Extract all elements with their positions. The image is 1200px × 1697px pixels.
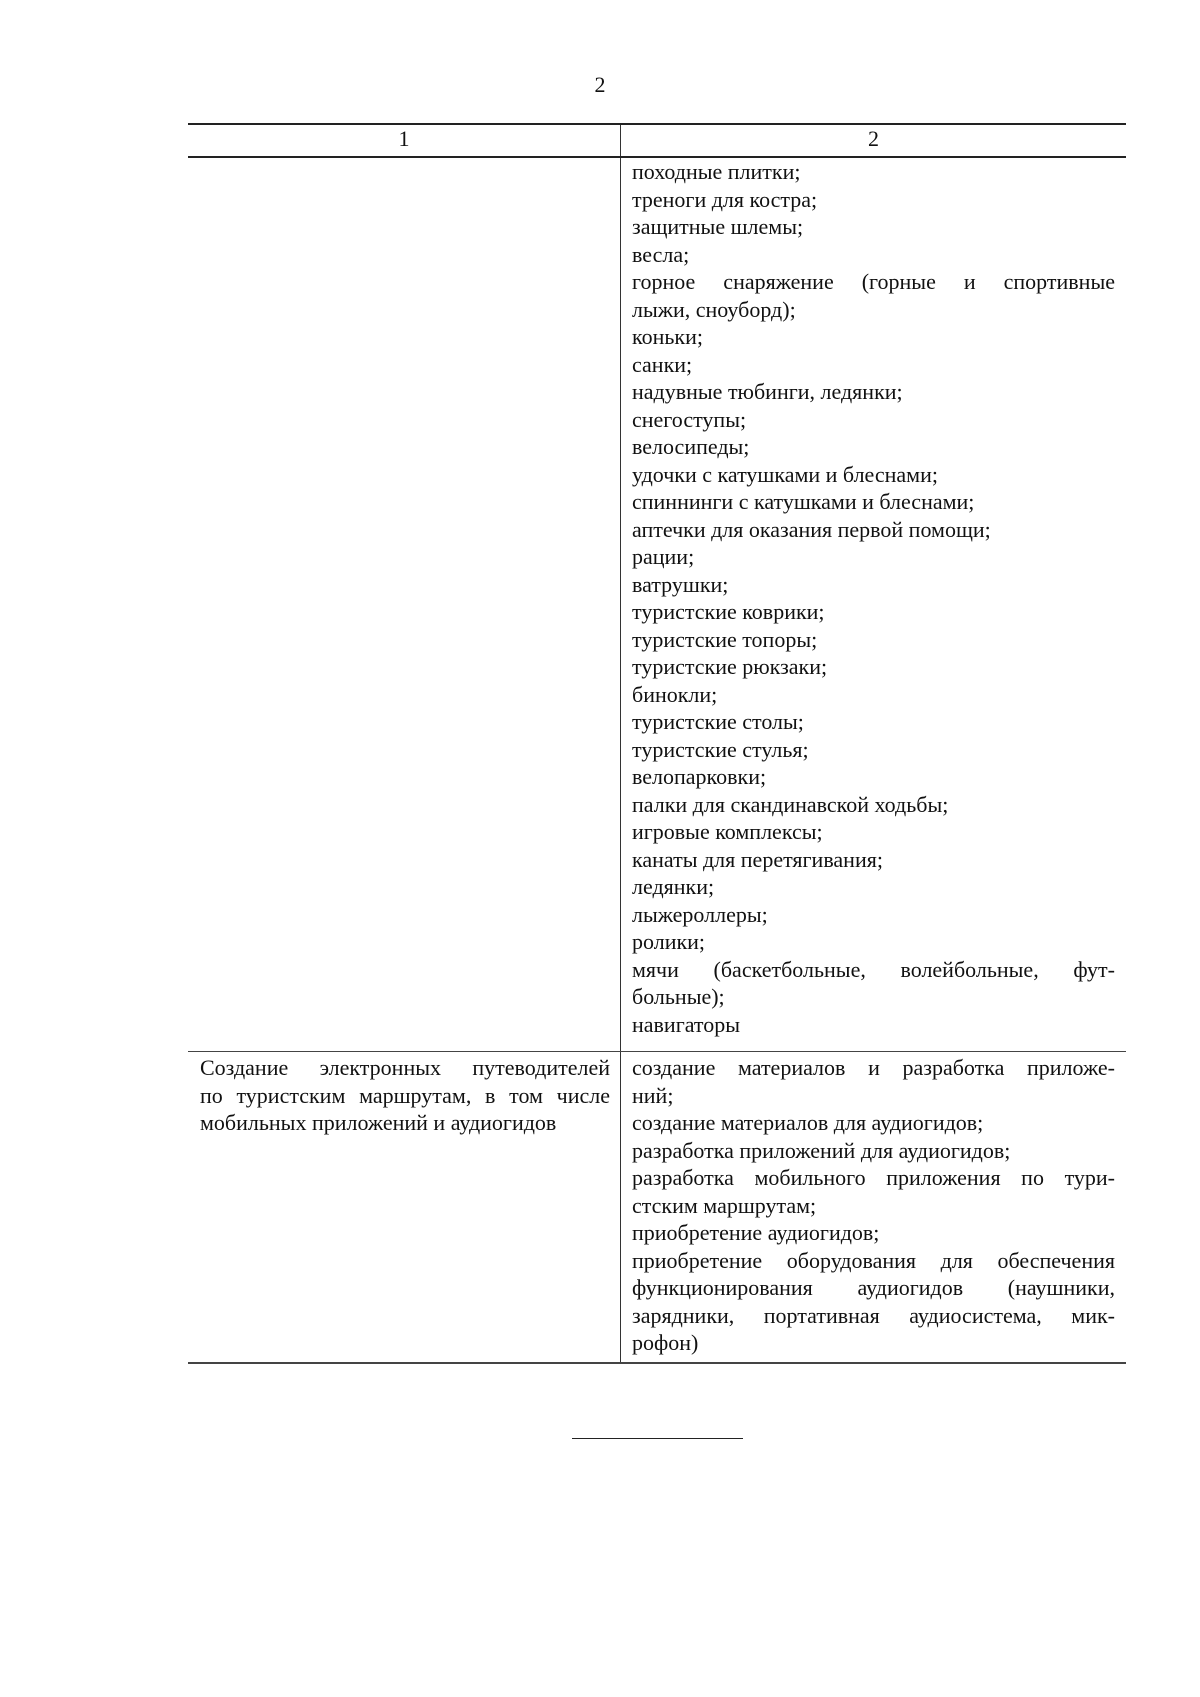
cell-text-line: надувные тюбинги, ледянки; (632, 379, 903, 404)
table-row (188, 1051, 1126, 1364)
cell-text-line: велосипеды; (632, 434, 750, 459)
cell-text-line: приобретение аудиогидов; (632, 1220, 880, 1245)
cell-text-line: треноги для костра; (632, 186, 818, 212)
end-of-document-rule (572, 1438, 743, 1439)
cell-text-line: по туристским маршрутам, в том числе (200, 1082, 610, 1108)
cell-text-line: бинокли; (632, 681, 718, 707)
cell-text-line: ролики; (632, 929, 706, 954)
cell-text-line: рации; (632, 544, 695, 569)
cell-text-line: больные); (632, 984, 725, 1009)
cell-text-line: ний; (632, 1082, 674, 1108)
cell-text-line: аптечки для оказания первой помощи; (632, 516, 991, 542)
page-number: 2 (594, 72, 606, 97)
cell-text-line: ледянки; (632, 874, 715, 899)
cell-text-line: горное снаряжение (горные и спортивные (632, 269, 1115, 294)
cell-text-line: разработка приложений для аудиогидов; (632, 1137, 1011, 1163)
cell-text-line: спиннинги с катушками и блеснами; (632, 489, 975, 514)
table-cell-left (188, 158, 621, 1051)
cell-text-line: создание материалов для аудиогидов; (632, 1110, 984, 1135)
cell-text-line: навигаторы (632, 1011, 741, 1037)
cell-text-line: создание материалов и разработка приложе- (632, 1055, 1115, 1080)
cell-text-line: туристские стулья; (632, 736, 809, 762)
cell-text-line: рофон) (632, 1330, 699, 1355)
cell-text-line: снегоступы; (632, 406, 747, 432)
table-cell-right (621, 158, 1126, 1051)
cell-text-line: Создание электронных путеводителей (200, 1055, 610, 1080)
cell-text-line: лыжероллеры; (632, 901, 768, 927)
cell-text-line: коньки; (632, 324, 703, 349)
cell-text-line: удочки с катушками и блеснами; (632, 461, 938, 487)
cell-text-line: ватрушки; (632, 571, 729, 597)
cell-text-line: санки; (632, 351, 693, 377)
cell-text-line: туристские рюкзаки; (632, 654, 828, 679)
cell-text-line: канаты для перетягивания; (632, 846, 883, 872)
cell-text-line: мячи (баскетбольные, волейбольные, фут- (632, 956, 1115, 982)
cell-text-line: приобретение оборудования для обеспечения (632, 1247, 1115, 1273)
cell-text-line: разработка мобильного приложения по тури- (632, 1165, 1115, 1190)
cell-text-line: туристские столы; (632, 709, 804, 734)
cell-text-line: игровые комплексы; (632, 819, 823, 844)
cell-text-line: лыжи, сноуборд); (632, 296, 796, 322)
cell-text-line: туристские коврики; (632, 599, 825, 624)
cell-text-line: весла; (632, 241, 690, 267)
cell-text-line: стским маршрутам; (632, 1192, 817, 1218)
cell-text-line: защитные шлемы; (632, 214, 804, 239)
cell-text-line: походные плитки; (632, 159, 801, 184)
table-cell-left (188, 1052, 621, 1362)
cell-text-line: зарядники, портативная аудиосистема, мик- (632, 1302, 1115, 1328)
cell-text-line: палки для скандинавской ходьбы; (632, 791, 949, 817)
column-header-2: 2 (868, 126, 879, 151)
cell-text-line: мобильных приложений и аудиогидов (200, 1110, 557, 1135)
table-cell-right (621, 1052, 1126, 1362)
document-table (188, 123, 1126, 1364)
column-header-1: 1 (188, 125, 621, 156)
cell-text-line: функционирования аудиогидов (наушники, (632, 1275, 1115, 1300)
table-header-row (188, 123, 1126, 158)
table-row (188, 158, 1126, 1051)
cell-text-line: велопарковки; (632, 764, 767, 789)
cell-text-line: туристские топоры; (632, 626, 818, 652)
